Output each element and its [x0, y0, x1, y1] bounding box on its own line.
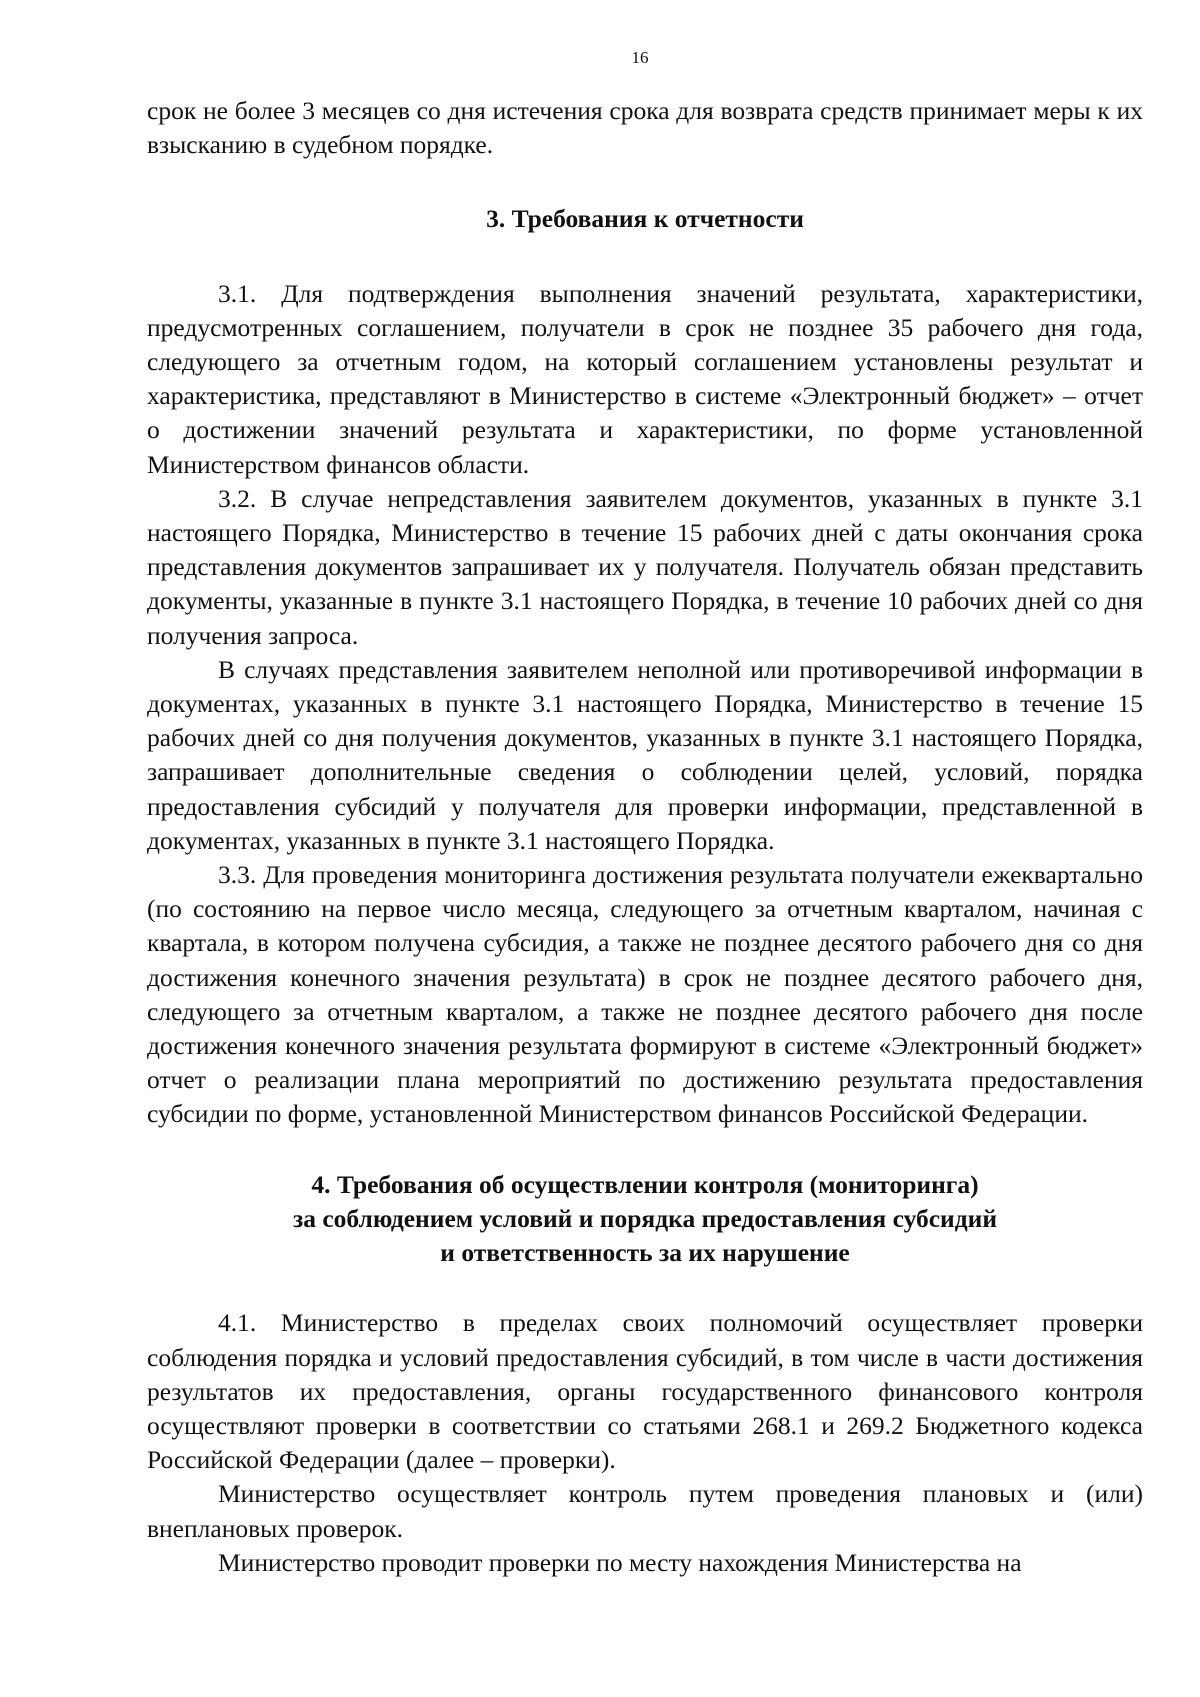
paragraph-4-1: 4.1. Министерство в пределах своих полномочий осуществляет проверки соблюдения порядка и условий предоставления субсидий, в том числе в части достижения результатов их предоставления, органы государственного финансового контроля осуществляют проверки в соответствии со статьями 268.1 и 269.2 Бюджетного кодекса Российской Федерации (далее – проверки). — [147, 1308, 1143, 1475]
document-body — [147, 94, 1143, 1580]
continuation-paragraph: срок не более 3 месяцев со дня истечения срока для возврата средств принимает меры к их взысканию в судебном порядке. — [147, 96, 1143, 160]
paragraph-3-2: 3.2. В случае непредставления заявителем документов, указанных в пункте 3.1 настоящего Порядка, Министерство в течение 15 рабочих дней с даты окончания срока представления документов запрашивает их у получателя. Получатель обязан представить документы, указанные в пункте 3.1 настоящего Порядка, в течение 10 рабочих дней со дня получения запроса. — [147, 483, 1143, 650]
paragraph-3-3: 3.3. Для проведения мониторинга достижения результата получатели ежеквартально (по состоянию на первое число месяца, следующего за отчетным кварталом, начиная с квартала, в котором получена субсидия, а также не позднее десятого рабочего дня со дня достижения конечного значения результата) в срок не позднее десятого рабочего дня, следующего за отчетным кварталом, а также не позднее десятого рабочего дня после достижения конечного значения результата формируют в системе «Электронный бюджет» отчет о реализации плана мероприятий по достижению результата предоставления субсидии по форме, установленной Министерством финансов Российской Федерации. — [147, 860, 1143, 1129]
section-4-heading — [147, 1168, 1143, 1271]
paragraph-4-location: Министерство проводит проверки по месту нахождения Министерства на — [218, 1547, 1022, 1577]
section-3-heading: 3. Требования к отчетности — [486, 204, 804, 234]
paragraph-4-control: Министерство осуществляет контроль путем проведения плановых и (или) внеплановых проверок. — [147, 1479, 1143, 1543]
section-4-heading-line: 4. Требования об осуществлении контроля (мониторинга) — [311, 1169, 979, 1199]
section-4-heading-line: за соблюдением условий и порядка предоставления субсидий — [292, 1203, 998, 1233]
section-4-heading-line: и ответственность за их нарушение — [440, 1238, 850, 1268]
paragraph-3-2-additional: В случаях представления заявителем неполной или противоречивой информации в документах, указанных в пункте 3.1 настоящего Порядка, Министерство в течение 15 рабочих дней со дня получения документов, указанных в пункте 3.1 настоящего Порядка, запрашивает дополнительные сведения о соблюдении целей, условий, порядка предоставления субсидий у получателя для проверки информации, представленной в документах, указанных в пункте 3.1 настоящего Порядка. — [147, 654, 1143, 855]
paragraph-3-1: 3.1. Для подтверждения выполнения значений результата, характеристики, предусмотренных соглашением, получатели в срок не позднее 35 рабочего дня года, следующего за отчетным годом, на который соглашением установлены результат и характеристика, представляют в Министерство в системе «Электронный бюджет» – отчет о достижении значений результата и характеристики, по форме установленной Министерством финансов области. — [147, 278, 1143, 479]
page-number: 16 — [631, 48, 649, 67]
